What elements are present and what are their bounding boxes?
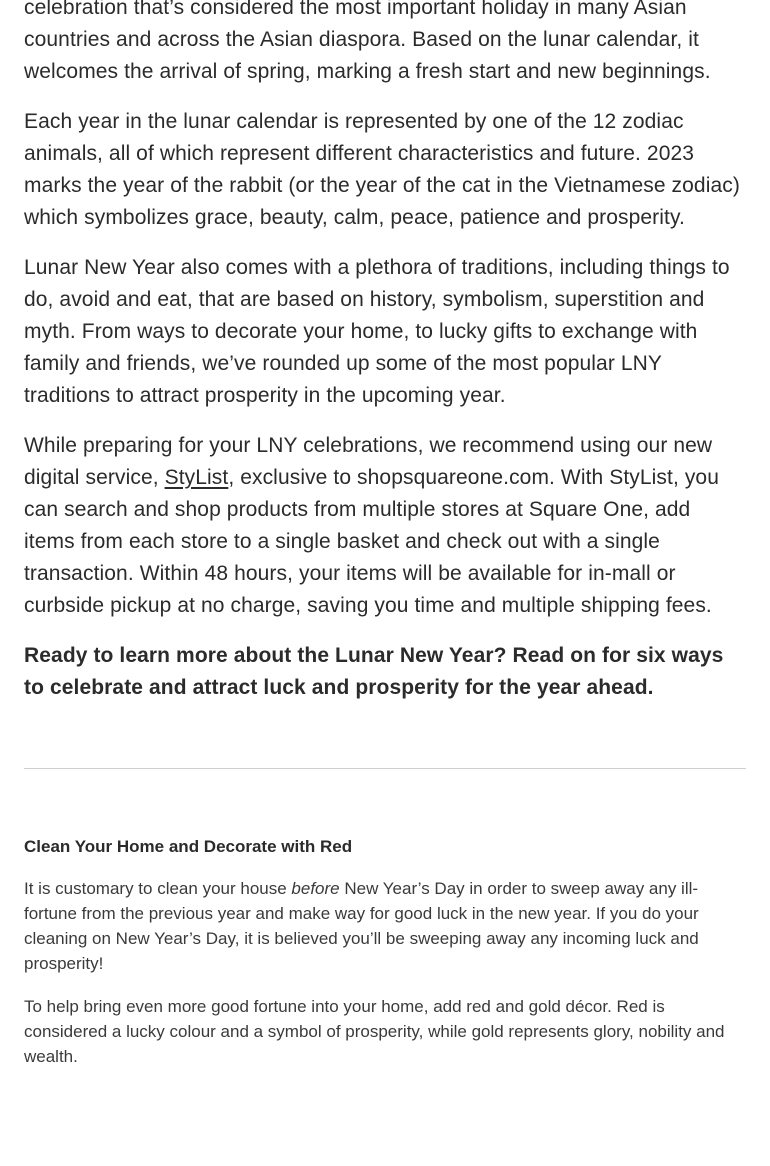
section-heading: Clean Your Home and Decorate with Red [24,837,353,856]
section-paragraph-2: To help bring even more good fortune into your home, add red and gold décor. Red is considered a lucky colour and a symbol of prosperity, while gold represents glory, nobility and wealth. [24,997,725,1066]
intro-paragraph-4-rest: , exclusive to shopsquareone.com. With StyList, you can search and shop products from multiple stores at Square One, add items from each store to a single basket and check out with a single transaction. Within 48 hours, your items will be available for in-mall or curbside pickup at no charge, saving you time and multiple shipping fees. [24,466,719,617]
section-clean-home [24,835,746,1069]
intro-paragraph-4 [24,430,746,622]
intro-paragraph-4-lead: While preparing for your LNY celebrations, we recommend using our new digital service, [24,434,713,489]
section-divider [24,768,746,769]
article-body [24,0,746,1069]
intro-paragraph-2: Each year in the lunar calendar is represented by one of the 12 zodiac animals, all of which represent different characteristics and future. 2023 marks the year of the rabbit (or the year of the cat in the Vietnamese zodiac) which symbolizes grace, beauty, calm, peace, patience and prosperity. [24,110,740,229]
section-paragraph-1 [24,876,746,976]
intro-callout: Ready to learn more about the Lunar New Year? Read on for six ways to celebrate and attract luck and prosperity for the year ahead. [24,644,724,699]
emphasis-before: before [291,879,340,898]
section-paragraph-1-rest: New Year’s Day in order to sweep away any ill-fortune from the previous year and make way for good luck in the new year. If you do your cleaning on New Year’s Day, it is believed you’ll be sweeping away any incoming luck and prosperity! [24,879,699,973]
intro-paragraph-1: celebration that’s considered the most important holiday in many Asian countries and across the Asian diaspora. Based on the lunar calendar, it welcomes the arrival of spring, marking a fresh start and new beginnings. [24,0,711,83]
section-paragraph-1-lead: It is customary to clean your house [24,879,292,898]
article-intro [24,0,746,704]
stylist-link[interactable]: StyList [164,466,229,489]
intro-paragraph-3: Lunar New Year also comes with a plethora of traditions, including things to do, avoid and eat, that are based on history, symbolism, superstition and myth. From ways to decorate your home, to lucky gifts to exchange with family and friends, we’ve rounded up some of the most popular LNY traditions to attract prosperity in the upcoming year. [24,256,730,407]
